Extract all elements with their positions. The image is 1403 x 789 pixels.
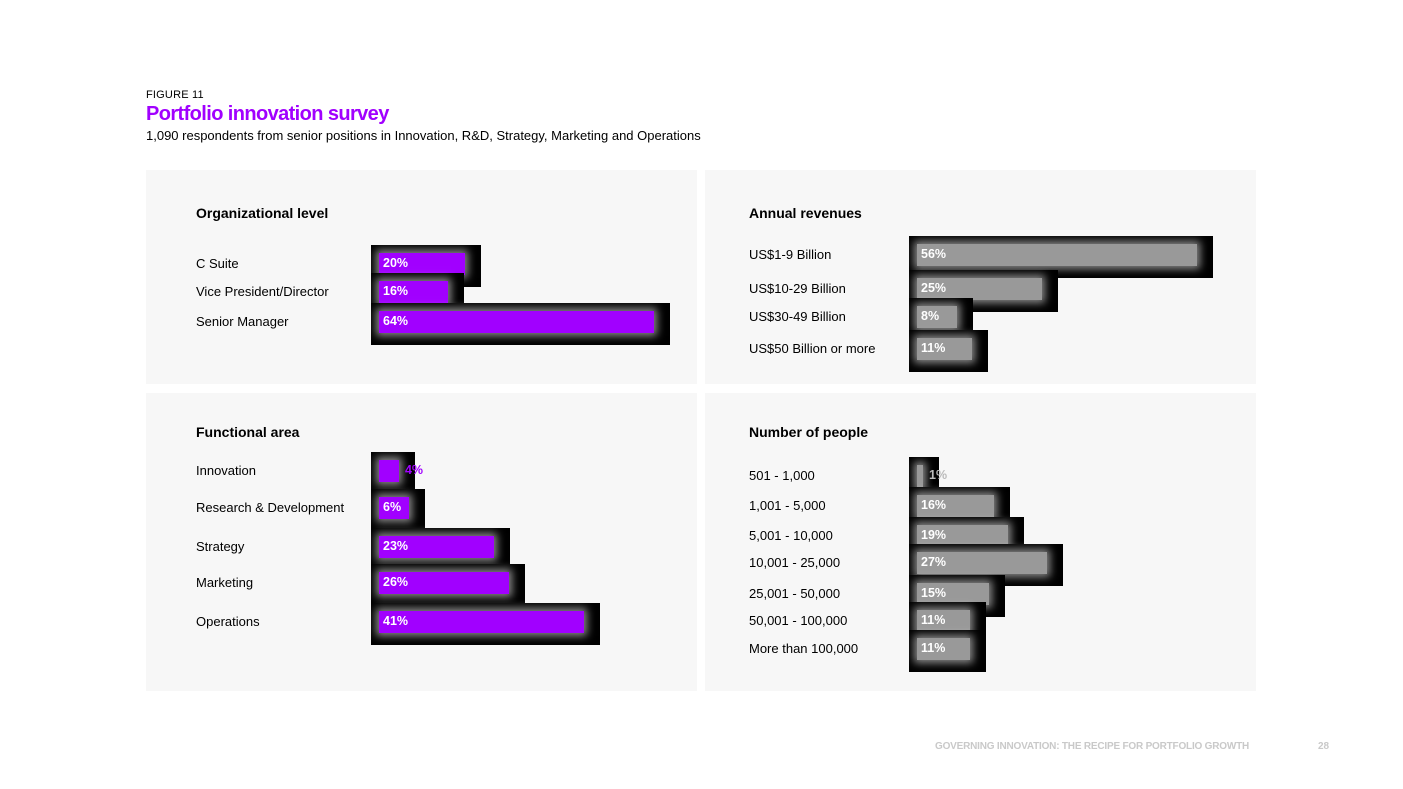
annual-revenues-value-usd-50b-plus: 11%: [921, 341, 946, 355]
functional-area-label-strategy: Strategy: [196, 539, 245, 554]
number-of-people-title: Number of people: [749, 424, 869, 440]
figure-label: FIGURE 11: [146, 89, 204, 101]
number-of-people-label-1001-5000: 1,001 - 5,000: [749, 498, 826, 513]
annual-revenues-value-usd-10-29b: 25%: [921, 281, 947, 295]
functional-area-label-marketing: Marketing: [196, 575, 254, 590]
functional-area-value-operations: 41%: [383, 614, 409, 628]
functional-area-value-research-development: 6%: [383, 500, 402, 514]
functional-area-label-innovation: Innovation: [196, 463, 256, 478]
annual-revenues-value-usd-1-9b: 56%: [921, 247, 947, 261]
organizational-level-title: Organizational level: [196, 205, 329, 221]
organizational-level-value-senior-manager: 64%: [383, 314, 409, 328]
annual-revenues-label-usd-30-49b: US$30-49 Billion: [749, 309, 846, 324]
organizational-level-bar-senior-manager: [379, 311, 654, 333]
footer-text: GOVERNING INNOVATION: THE RECIPE FOR PORTFOLIO GROWTH: [935, 741, 1250, 752]
number-of-people-value-1001-5000: 16%: [921, 498, 947, 512]
figure-subtitle: 1,090 respondents from senior positions in Innovation, R&D, Strategy, Marketing and Operations: [146, 128, 701, 143]
organizational-level-label-senior-manager: Senior Manager: [196, 314, 289, 329]
number-of-people-label-10001-25000: 10,001 - 25,000: [749, 555, 841, 570]
functional-area-bar-operations: [379, 611, 584, 633]
annual-revenues-value-usd-30-49b: 8%: [921, 309, 940, 323]
figure-title: Portfolio innovation survey: [146, 103, 389, 125]
number-of-people-value-50001-100000: 11%: [921, 613, 946, 627]
number-of-people-value-5001-10000: 19%: [921, 528, 947, 542]
number-of-people-value-25001-50000: 15%: [921, 586, 947, 600]
functional-area-value-innovation: 4%: [404, 463, 424, 477]
organizational-level-value-vp-director: 16%: [383, 284, 409, 298]
organizational-level-label-c-suite: C Suite: [196, 256, 239, 271]
functional-area-value-marketing: 26%: [383, 575, 409, 589]
annual-revenues-label-usd-10-29b: US$10-29 Billion: [749, 281, 846, 296]
number-of-people-label-more-than-100000: More than 100,000: [749, 641, 859, 656]
annual-revenues-label-usd-50b-plus: US$50 Billion or more: [749, 341, 876, 356]
functional-area-label-research-development: Research & Development: [196, 500, 345, 515]
functional-area-title: Functional area: [196, 424, 300, 440]
organizational-level-label-vp-director: Vice President/Director: [196, 284, 329, 299]
number-of-people-value-10001-25000: 27%: [921, 555, 947, 569]
functional-area-label-operations: Operations: [196, 614, 260, 629]
number-of-people-value-more-than-100000: 11%: [921, 641, 946, 655]
annual-revenues-bar-usd-1-9b: [917, 244, 1197, 266]
organizational-level-value-c-suite: 20%: [383, 256, 409, 270]
number-of-people-label-50001-100000: 50,001 - 100,000: [749, 613, 848, 628]
annual-revenues-label-usd-1-9b: US$1-9 Billion: [749, 247, 832, 262]
number-of-people-bar-501-1000: [917, 465, 923, 487]
number-of-people-label-5001-10000: 5,001 - 10,000: [749, 528, 833, 543]
functional-area-value-strategy: 23%: [383, 539, 409, 553]
functional-area-bar-innovation: [379, 460, 399, 482]
number-of-people-label-25001-50000: 25,001 - 50,000: [749, 586, 841, 601]
annual-revenues-title: Annual revenues: [749, 205, 862, 221]
number-of-people-value-501-1000: 1%: [929, 468, 948, 482]
number-of-people-label-501-1000: 501 - 1,000: [749, 468, 815, 483]
page-number: 28: [1318, 741, 1330, 752]
